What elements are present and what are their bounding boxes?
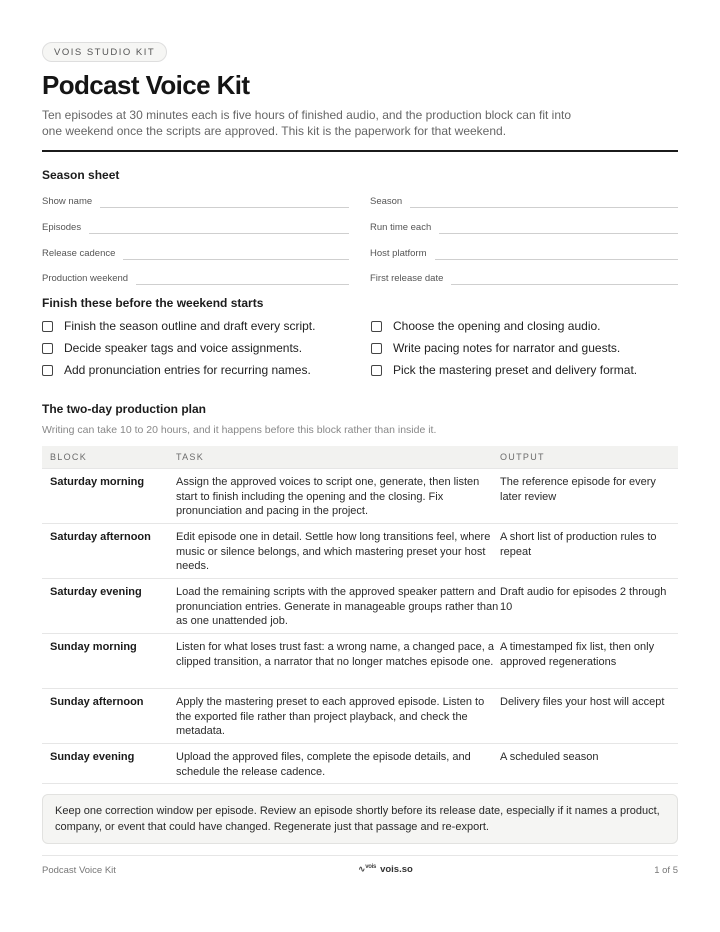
checklist-item-label: Choose the opening and closing audio. — [393, 319, 601, 333]
column-header-block: BLOCK — [50, 452, 88, 462]
row-task: Upload the approved files, complete the episode details, and schedule the release cadence. — [176, 751, 471, 778]
field-label: Show name — [42, 196, 93, 207]
field-label: Production weekend — [42, 273, 129, 284]
field-label: Season — [370, 196, 403, 207]
field-label: Release cadence — [42, 248, 116, 259]
row-task: Listen for what loses trust fast: a wrong name, a changed pace, a clipped transition, a narrator that no longer matches episode one. — [176, 641, 494, 668]
row-output: Delivery files your host will accept — [500, 696, 665, 708]
footer-divider — [42, 855, 678, 856]
field-line[interactable] — [435, 250, 679, 260]
column-header-output: OUTPUT — [500, 452, 545, 462]
column-header-task: TASK — [176, 452, 205, 462]
checklist-item-label: Add pronunciation entries for recurring names. — [64, 363, 311, 377]
row-output: The reference episode for every later review — [500, 476, 656, 503]
row-output: A scheduled season — [500, 751, 599, 763]
page-number: 1 of 5 — [654, 865, 678, 876]
table-header — [42, 446, 678, 469]
row-block: Saturday morning — [50, 476, 145, 488]
row-block: Saturday evening — [50, 586, 142, 598]
plan-note: Writing can take 10 to 20 hours, and it happens before this block rather than inside it. — [42, 424, 437, 436]
row-output: A timestamped fix list, then only approved regenerations — [500, 641, 655, 668]
field-release-cadence[interactable] — [42, 244, 349, 260]
vois-logo-icon: ∿$^{vois}$ — [358, 864, 377, 874]
row-output: A short list of production rules to repeat — [500, 531, 657, 558]
checklist-item-label: Finish the season outline and draft every script. — [64, 319, 316, 333]
row-block: Sunday morning — [50, 641, 137, 653]
field-line[interactable] — [89, 224, 349, 234]
checkbox[interactable] — [371, 343, 382, 354]
correction-window-callout: Keep one correction window per episode. Review an episode shortly before its release date, especially if it names a product, company, or event that could have changed. Regenerate just that passage and re-export. — [42, 794, 678, 844]
footer-site-link[interactable]: vois.so — [380, 864, 413, 875]
checklist-item[interactable] — [42, 340, 302, 356]
field-line[interactable] — [410, 198, 678, 208]
checklist-item-label: Pick the mastering preset and delivery format. — [393, 363, 638, 377]
field-label: Host platform — [370, 248, 427, 259]
field-season[interactable] — [370, 192, 678, 208]
kit-badge: VOIS STUDIO KIT — [42, 42, 167, 62]
row-task: Load the remaining scripts with the approved speaker pattern and pronunciation entries. Generate in manageable groups rather than as one unattended job. — [176, 586, 499, 628]
row-block: Sunday afternoon — [50, 696, 144, 708]
header-divider — [42, 150, 678, 152]
checklist-item-label: Decide speaker tags and voice assignments. — [64, 341, 303, 355]
field-label: Run time each — [370, 222, 432, 233]
checkbox[interactable] — [42, 321, 53, 332]
field-line[interactable] — [136, 275, 349, 285]
field-production-weekend[interactable] — [42, 269, 349, 285]
row-block: Saturday afternoon — [50, 531, 151, 543]
checklist-heading: Finish these before the weekend starts — [42, 296, 264, 310]
row-block: Sunday evening — [50, 751, 135, 763]
table-row — [42, 689, 678, 744]
intro-paragraph: Ten episodes at 30 minutes each is five hours of finished audio, and the production block can fit into one weekend once the scripts are approved. This kit is the paperwork for that weekend. — [42, 108, 571, 138]
checklist-item[interactable] — [371, 318, 601, 334]
checklist-item[interactable] — [42, 362, 311, 378]
checkbox[interactable] — [42, 365, 53, 376]
season-sheet-heading: Season sheet — [42, 168, 120, 182]
field-label: First release date — [370, 273, 444, 284]
table-row — [42, 634, 678, 689]
field-first-release-date[interactable] — [370, 269, 678, 285]
table-row — [42, 579, 678, 634]
table-row — [42, 744, 678, 784]
table-row — [42, 524, 678, 579]
production-plan-table — [42, 446, 678, 784]
field-host-platform[interactable] — [370, 244, 678, 260]
plan-heading: The two-day production plan — [42, 402, 206, 416]
field-line[interactable] — [439, 224, 678, 234]
checkbox[interactable] — [371, 365, 382, 376]
row-task: Apply the mastering preset to each approved episode. Listen to the exported file rather than project playback, and check the metadata. — [176, 696, 485, 738]
field-episodes[interactable] — [42, 218, 349, 234]
footer-brand[interactable] — [358, 864, 413, 875]
field-label: Episodes — [42, 222, 82, 233]
checkbox[interactable] — [371, 321, 382, 332]
checklist-item[interactable] — [42, 318, 315, 334]
row-task: Edit episode one in detail. Settle how long transitions feel, where music or silence belongs, and which mastering preset your host needs. — [176, 531, 491, 573]
field-run-time[interactable] — [370, 218, 678, 234]
checklist-item-label: Write pacing notes for narrator and guests. — [393, 341, 621, 355]
row-output: Draft audio for episodes 2 through 10 — [500, 586, 667, 613]
checkbox[interactable] — [42, 343, 53, 354]
field-show-name[interactable] — [42, 192, 349, 208]
checklist-item[interactable] — [371, 340, 620, 356]
row-task: Assign the approved voices to script one, generate, then listen start to finish including the opening and the closing. Fix pronunciation and pacing in the project. — [176, 476, 480, 518]
footer-title: Podcast Voice Kit — [42, 865, 116, 876]
table-row — [42, 469, 678, 524]
checklist-item[interactable] — [371, 362, 637, 378]
field-line[interactable] — [100, 198, 349, 208]
field-line[interactable] — [123, 250, 349, 260]
page-title: Podcast Voice Kit — [42, 70, 250, 100]
field-line[interactable] — [451, 275, 678, 285]
